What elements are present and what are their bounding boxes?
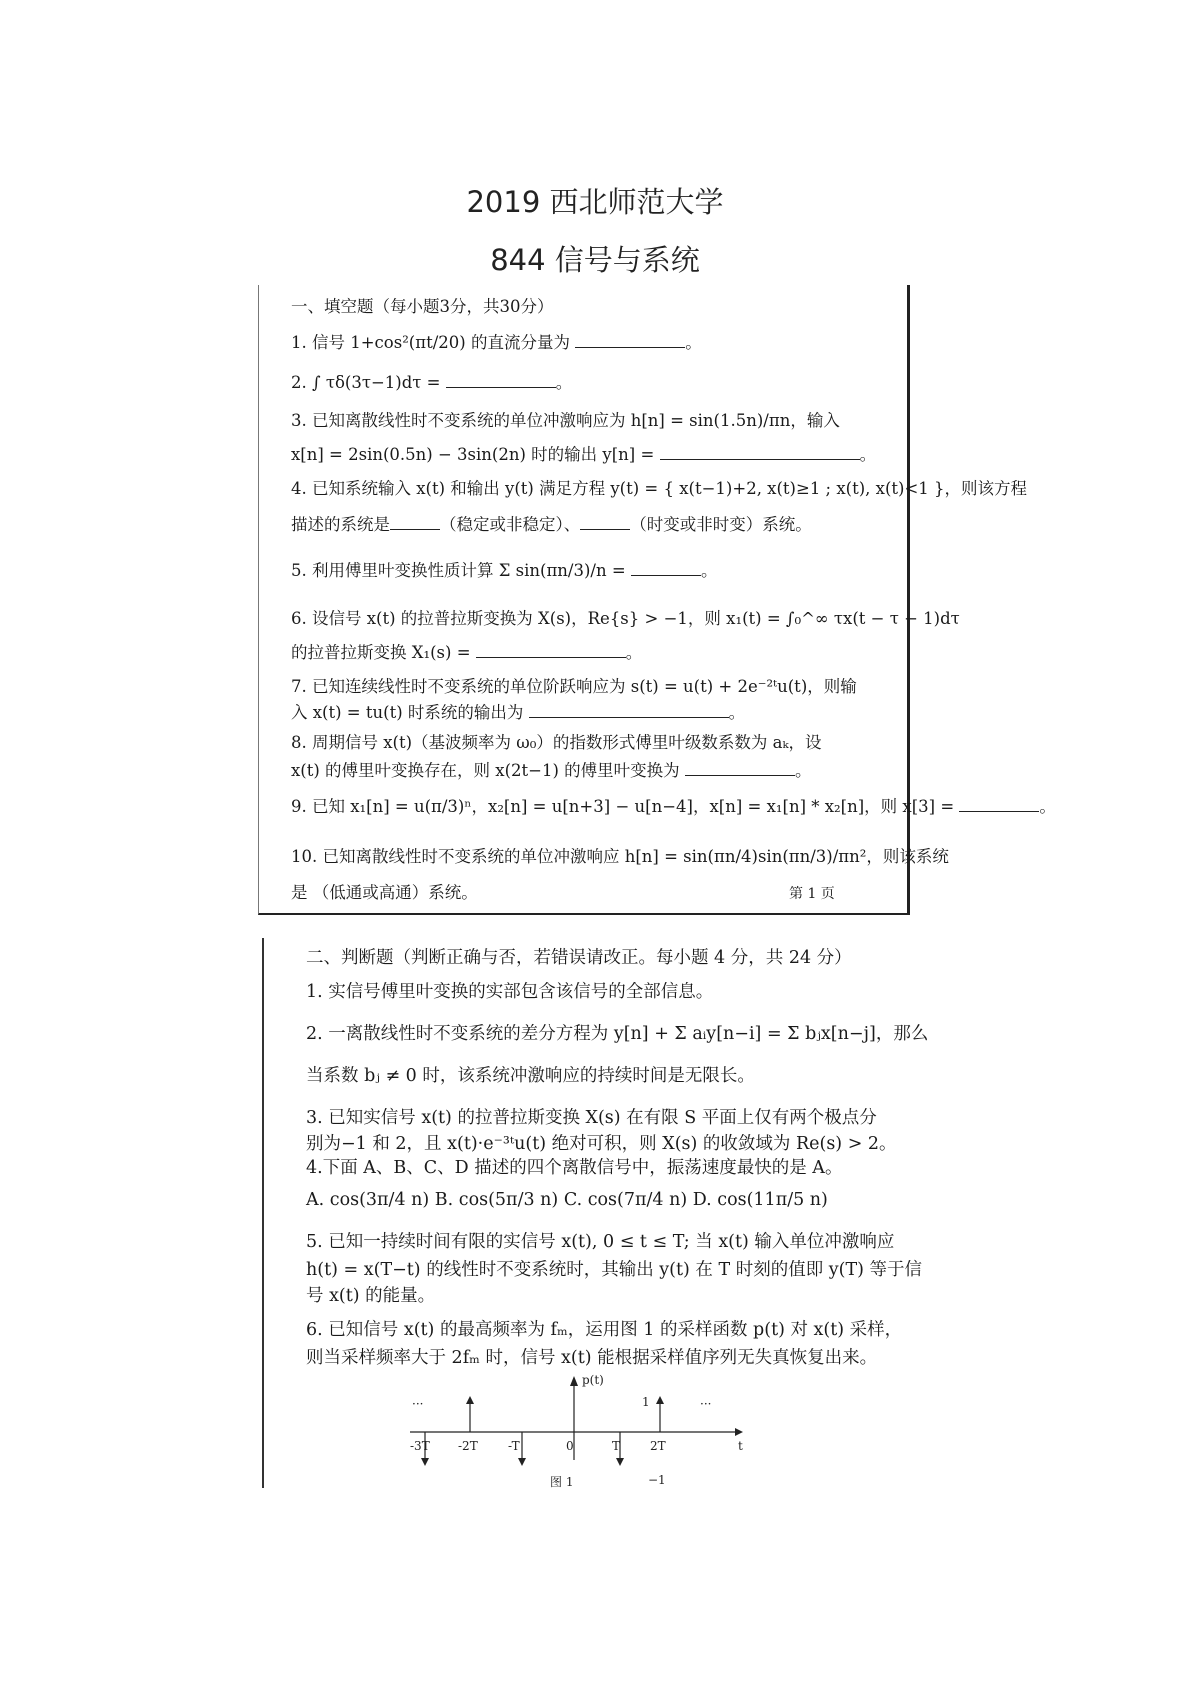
section2-heading: 二、判断题（判断正确与否，若错误请改正。每小题 4 分，共 24 分） <box>306 948 852 968</box>
question-9: 9. 已知 x₁[n] = u(π/3)ⁿ，x₂[n] = u[n+3] − u[n−4]，x[n] = x₁[n] * x₂[n]，则 x[3] = 。 <box>291 797 1056 816</box>
judgement-4-line1: 4.下面 A、B、C、D 描述的四个离散信号中，振荡速度最快的是 A。 <box>306 1158 843 1178</box>
page-number: 第 1 页 <box>789 886 835 902</box>
judgement-5-line3: 号 x(t) 的能量。 <box>306 1286 436 1306</box>
question-6-line2: 的拉普拉斯变换 X₁(s) = 。 <box>291 643 643 662</box>
impulse-down-arrow-icon <box>616 1458 624 1466</box>
judgement-5-line2: h(t) = x(T−t) 的线性时不变系统时，其输出 y(t) 在 T 时刻的值即 y(T) 等于信 <box>306 1260 923 1280</box>
right-ellipsis: ··· <box>700 1397 712 1411</box>
amplitude-positive-label: 1 <box>642 1395 650 1409</box>
page-title-line1: 2019 西北师范大学 <box>466 185 724 219</box>
judgement-1: 1. 实信号傅里叶变换的实部包含该信号的全部信息。 <box>306 982 714 1002</box>
judgement-2-line2: 当系数 bⱼ ≠ 0 时，该系统冲激响应的持续时间是无限长。 <box>306 1066 755 1086</box>
tick-minus-2T: -2T <box>458 1439 478 1453</box>
tick-2T: 2T <box>650 1439 666 1453</box>
question-6-line1: 6. 设信号 x(t) 的拉普拉斯变换为 X(s)，Re{s} > −1，则 x₁(t) = ∫₀^∞ τx(t − τ − 1)dτ <box>291 609 960 628</box>
impulse-down-arrow-icon <box>421 1458 429 1466</box>
question-8-line2: x(t) 的傅里叶变换存在，则 x(2t−1) 的傅里叶变换为 。 <box>291 761 812 780</box>
sampling-function-figure <box>400 1370 760 1500</box>
section-fill-in-blank <box>258 285 1056 915</box>
amplitude-negative-label: −1 <box>648 1473 666 1487</box>
question-3-line1: 3. 已知离散线性时不变系统的单位冲激响应为 h[n] = sin(1.5n)/πn，输入 <box>291 411 840 430</box>
section1-heading: 一、填空题（每小题3分，共30分） <box>291 297 554 316</box>
judgement-2-line1: 2. 一离散线性时不变系统的差分方程为 y[n] + Σ aᵢy[n−i] = Σ bⱼx[n−j]，那么 <box>306 1024 929 1044</box>
figure-caption: 图 1 <box>550 1475 574 1489</box>
tick-minus-T: -T <box>508 1439 520 1453</box>
question-5: 5. 利用傅里叶变换性质计算 Σ sin(πn/3)/n = 。 <box>291 561 718 580</box>
question-10-line2: 是 （低通或高通）系统。 <box>291 883 478 902</box>
tick-zero: 0 <box>566 1439 574 1453</box>
judgement-6-line2: 则当采样频率大于 2fₘ 时，信号 x(t) 能根据采样值序列无失真恢复出来。 <box>306 1348 878 1368</box>
question-7-line2: 入 x(t) = tu(t) 时系统的输出为 。 <box>291 703 746 722</box>
figure-x-label: t <box>738 1439 743 1453</box>
judgement-4-options: A. cos(3π/4 n) B. cos(5π/3 n) C. cos(7π/4 n) D. cos(11π/5 n) <box>306 1190 828 1210</box>
question-2: 2. ∫ τδ(3τ−1)dτ = 。 <box>291 373 573 392</box>
tick-minus-3T: -3T <box>410 1439 430 1453</box>
page-title-line2: 844 信号与系统 <box>490 243 700 277</box>
question-4-line1: 4. 已知系统输入 x(t) 和输出 y(t) 满足方程 y(t) = { x(t−1)+2, x(t)≥1 ; x(t), x(t)<1 }，则该方程 <box>291 479 1028 498</box>
judgement-6-line1: 6. 已知信号 x(t) 的最高频率为 fₘ，运用图 1 的采样函数 p(t) 对 x(t) 采样， <box>306 1320 903 1340</box>
question-8-line1: 8. 周期信号 x(t)（基波频率为 ω₀）的指数形式傅里叶级数系数为 aₖ，设 <box>291 733 822 752</box>
judgement-5-line1: 5. 已知一持续时间有限的实信号 x(t), 0 ≤ t ≤ T; 当 x(t) 输入单位冲激响应 <box>306 1232 895 1252</box>
question-3-line2: x[n] = 2sin(0.5n) − 3sin(2n) 时的输出 y[n] = 。 <box>291 445 877 464</box>
question-4-line2: 描述的系统是 （稳定或非稳定）、 （时变或非时变）系统。 <box>291 515 812 534</box>
figure-y-label: p(t) <box>582 1373 604 1387</box>
judgement-3-line1: 3. 已知实信号 x(t) 的拉普拉斯变换 X(s) 在有限 S 平面上仅有两个极点分 <box>306 1108 877 1128</box>
tick-T: T <box>612 1439 621 1453</box>
judgement-3-line2: 别为−1 和 2，且 x(t)·e⁻³ᵗu(t) 绝对可积，则 X(s) 的收敛域为 Re(s) > 2。 <box>306 1134 897 1154</box>
impulse-down-arrow-icon <box>518 1458 526 1466</box>
question-10-line1: 10. 已知离散线性时不变系统的单位冲激响应 h[n] = sin(πn/4)sin(πn/3)/πn²，则该系统 <box>291 847 949 866</box>
question-7-line1: 7. 已知连续线性时不变系统的单位阶跃响应为 s(t) = u(t) + 2e⁻²ᵗu(t)，则输 <box>291 677 857 696</box>
left-ellipsis: ··· <box>412 1397 424 1411</box>
vertical-axis-arrow-icon <box>570 1376 578 1386</box>
impulse-up-arrow-icon <box>656 1396 664 1404</box>
impulse-up-arrow-icon <box>466 1396 474 1404</box>
question-1: 1. 信号 1+cos²(πt/20) 的直流分量为 。 <box>291 333 702 352</box>
axis-arrow-icon <box>735 1428 743 1436</box>
